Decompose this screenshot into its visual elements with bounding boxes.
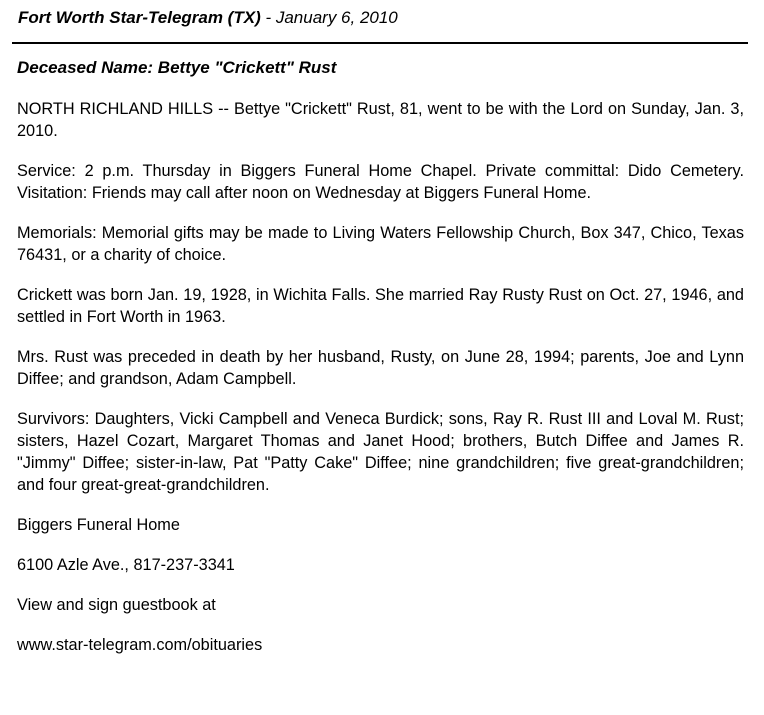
header-separator: - bbox=[260, 8, 276, 27]
funeral-home-name: Biggers Funeral Home bbox=[17, 516, 180, 534]
article-header bbox=[18, 8, 398, 28]
funeral-home-address: 6100 Azle Ave., 817-237-3341 bbox=[17, 556, 235, 574]
obituary-body bbox=[17, 98, 744, 674]
deceased-name-heading: Deceased Name: Bettye "Crickett" Rust bbox=[17, 58, 337, 77]
preceded-paragraph: Mrs. Rust was preceded in death by her husband, Rusty, on June 28, 1994; parents, Joe and Lynn Diffee; and grandson, Adam Campbell. bbox=[17, 348, 744, 388]
guestbook-url: www.star-telegram.com/obituaries bbox=[17, 636, 263, 654]
biography-paragraph: Crickett was born Jan. 19, 1928, in Wichita Falls. She married Ray Rusty Rust on Oct. 27, 1946, and settled in Fort Worth in 1963. bbox=[17, 286, 744, 326]
publication-date: January 6, 2010 bbox=[275, 8, 398, 27]
service-paragraph: Service: 2 p.m. Thursday in Biggers Funeral Home Chapel. Private committal: Dido Cemetery. Visitation: Friends may call after noon on Wednesday at Biggers Funeral Home. bbox=[17, 162, 744, 202]
header-divider bbox=[12, 42, 748, 44]
memorials-paragraph: Memorials: Memorial gifts may be made to Living Waters Fellowship Church, Box 347, Chico, Texas 76431, or a charity of choice. bbox=[17, 224, 744, 264]
intro-paragraph: NORTH RICHLAND HILLS -- Bettye "Crickett" Rust, 81, went to be with the Lord on Sunday, Jan. 3, 2010. bbox=[17, 100, 744, 140]
publication-name: Fort Worth Star-Telegram (TX) bbox=[18, 8, 261, 27]
guestbook-prompt: View and sign guestbook at bbox=[17, 596, 216, 614]
survivors-paragraph: Survivors: Daughters, Vicki Campbell and Veneca Burdick; sons, Ray R. Rust III and Loval M. Rust; sisters, Hazel Cozart, Margaret Thomas and Janet Hood; brothers, Butch Diffee and James R. "Jimmy" Diffee; sister-in-law, Pat "Patty Cake" Diffee; nine grandchildren; five great-grandchildren; and four great-great-grandchildren. bbox=[17, 410, 744, 494]
